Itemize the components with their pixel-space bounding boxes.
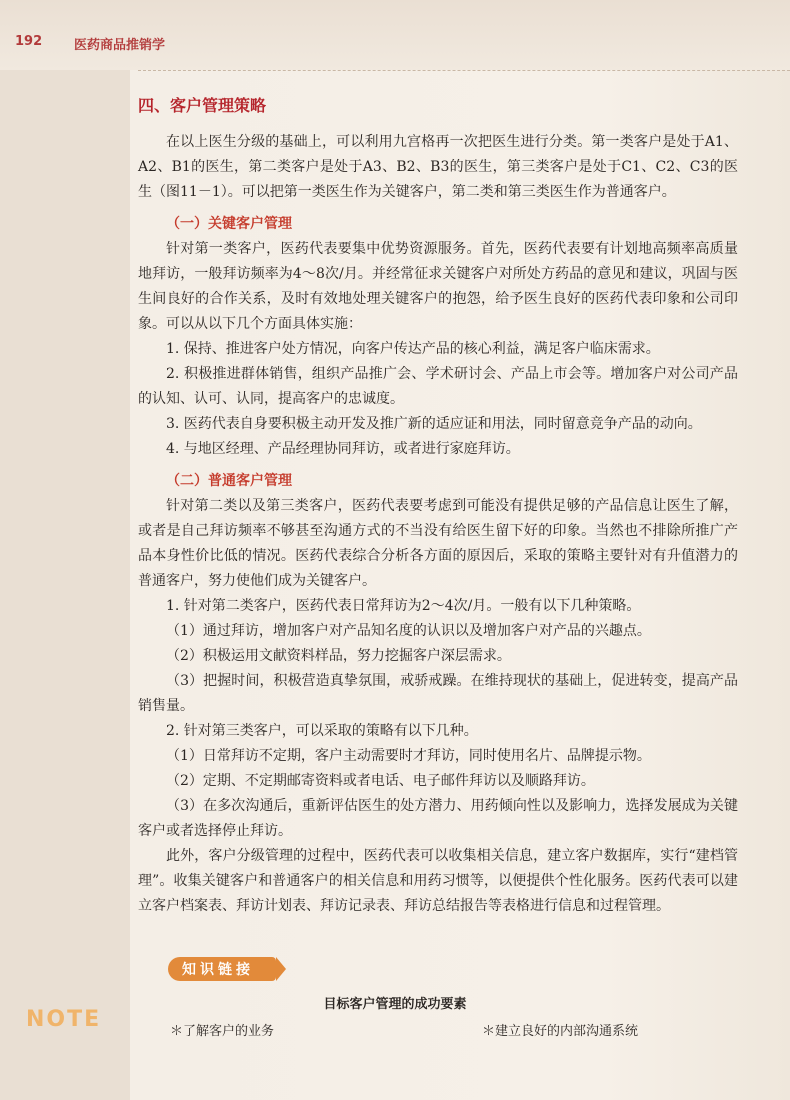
third-item-3: （3）在多次沟通后，重新评估医生的处方潜力、用药倾向性以及影响力，选择发展成为关键客户或者选择停止拜访。 xyxy=(138,798,738,839)
section-intro: 在以上医生分级的基础上，可以利用九宫格再一次把医生进行分类。第一类客户是处于A1、A2、B1的医生，第二类客户是处于A3、B2、B3的医生，第三类客户是处于C1、C2、C3的医生（图11－1）。可以把第一类医生作为关键客户，第二类和第三类医生作为普通客户。 xyxy=(138,134,738,200)
key-item-4: 4. 与地区经理、产品经理协同拜访，或者进行家庭拜访。 xyxy=(166,441,520,457)
second-item-2: （2）积极运用文献资料样品，努力挖掘客户深层需求。 xyxy=(166,648,511,664)
third-item-1: （1）日常拜访不定期，客户主动需要时才拜访，同时使用名片、品牌提示物。 xyxy=(166,748,651,764)
key-item-3: 3. 医药代表自身要积极主动开发及推广新的适应证和用法，同时留意竞争产品的动向。 xyxy=(166,416,702,432)
key-customer-heading: （一）关键客户管理 xyxy=(166,216,292,232)
book-title: 医药商品推销学 xyxy=(74,38,166,53)
regular-customer-intro: 针对第二类以及第三类客户，医药代表要考虑到可能没有提供足够的产品信息让医生了解，或者是自己拜访频率不够甚至沟通方式的不当没有给医生留下好的印象。当然也不排除所推广产品本身性价比低的情况。医药代表综合分析各方面的原因后，采取的策略主要针对有升值潜力的普通客户，努力使他们成为关键客户。 xyxy=(138,498,738,589)
page-header xyxy=(0,0,790,70)
knowledge-link-badge xyxy=(168,957,286,983)
knowledge-box-title: 目标客户管理的成功要素 xyxy=(323,997,467,1012)
header-divider xyxy=(138,70,790,71)
bullet-internal-communication: ＊建立良好的内部沟通系统 xyxy=(482,1024,639,1039)
note-logo: NOTE xyxy=(26,1007,102,1032)
knowledge-link-label: 知识链接 xyxy=(182,962,254,978)
page-number: 192 xyxy=(15,34,43,49)
second-item-1: （1）通过拜访，增加客户对产品知名度的认识以及增加客户对产品的兴趣点。 xyxy=(166,623,651,639)
regular-customer-heading: （二）普通客户管理 xyxy=(166,473,292,489)
closing-paragraph: 此外，客户分级管理的过程中，医药代表可以收集相关信息，建立客户数据库，实行“建档管理”。收集关键客户和普通客户的相关信息和用药习惯等，以便提供个性化服务。医药代表可以建立客户档案表、拜访计划表、拜访记录表、拜访总结报告等表格进行信息和过程管理。 xyxy=(138,848,738,914)
third-class-strategy: 2. 针对第三类客户，可以采取的策略有以下几种。 xyxy=(166,723,478,739)
note-margin xyxy=(0,70,130,1100)
second-class-strategy: 1. 针对第二类客户，医药代表日常拜访为2～4次/月。一般有以下几种策略。 xyxy=(166,598,641,614)
key-item-2: 2. 积极推进群体销售，组织产品推广会、学术研讨会、产品上市会等。增加客户对公司产品的认知、认可、认同，提高客户的忠诚度。 xyxy=(138,366,738,407)
bullet-understand-business: ＊了解客户的业务 xyxy=(170,1024,275,1039)
section-title: 四、客户管理策略 xyxy=(138,96,267,115)
key-item-1: 1. 保持、推进客户处方情况，向客户传达产品的核心利益，满足客户临床需求。 xyxy=(166,341,660,357)
main-content xyxy=(138,92,738,919)
key-customer-intro: 针对第一类客户，医药代表要集中优势资源服务。首先，医药代表要有计划地高频率高质量地拜访，一般拜访频率为4～8次/月。并经常征求关键客户对所处方药品的意见和建议，巩固与医生间良好的合作关系，及时有效地处理关键客户的抱怨，给予医生良好的医药代表印象和公司印象。可以从以下几个方面具体实施： xyxy=(138,241,738,332)
third-item-2: （2）定期、不定期邮寄资料或者电话、电子邮件拜访以及顺路拜访。 xyxy=(166,773,595,789)
second-item-3: （3）把握时间，积极营造真挚氛围，戒骄戒躁。在维持现状的基础上，促进转变，提高产品销售量。 xyxy=(138,673,738,714)
